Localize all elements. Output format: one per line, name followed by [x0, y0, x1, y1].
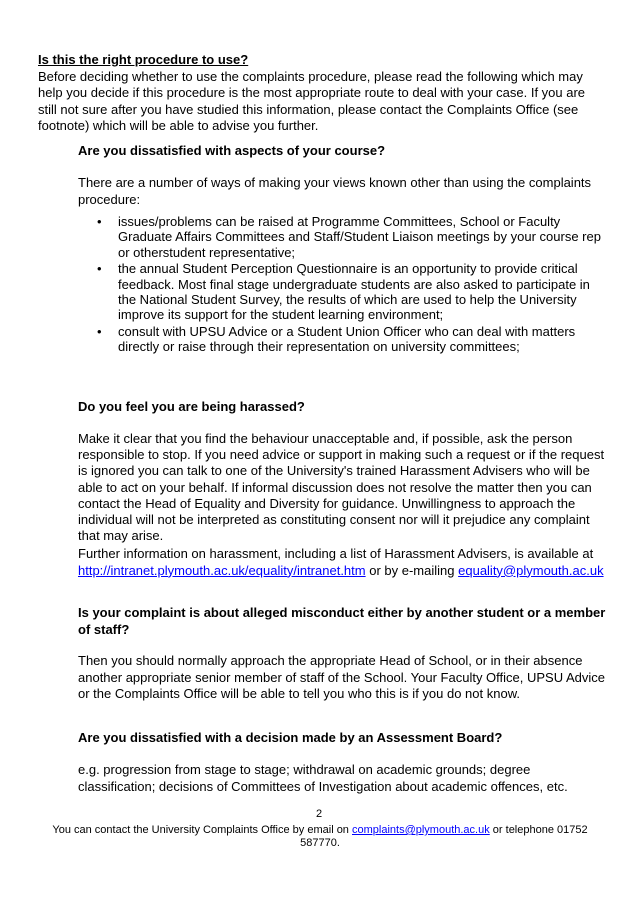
- bullet-icon: •: [97, 214, 102, 229]
- bullet-text: issues/problems can be raised at Programme Committees, School or Faculty Graduate Affairs Committees and Staff/Student Liaison meetings by your course rep or otherstudent representative;: [118, 214, 601, 260]
- harassed-further: [78, 546, 608, 579]
- footer-text-before: You can contact the University Complaints Office by email on: [52, 824, 349, 836]
- bullet-text: the annual Student Perception Questionnaire is an opportunity to provide critical feedback. Most final stage undergraduate students are also asked to participate in the National Student Survey, the results of which are used to help the University improve its support for the student learning environment;: [118, 261, 590, 323]
- intranet-link[interactable]: http://intranet.plymouth.ac.uk/equality/intranet.htm: [78, 562, 366, 578]
- bullet-icon: •: [97, 323, 102, 339]
- harassed-heading: Do you feel you are being harassed?: [78, 399, 305, 414]
- list-item: [97, 214, 608, 260]
- footer-text-after: or telephone 01752 587770.: [300, 824, 588, 849]
- assessment-heading: Are you dissatisfied with a decision made by an Assessment Board?: [78, 730, 503, 745]
- page-number: 2: [315, 808, 323, 820]
- intro-text: Before deciding whether to use the complaints procedure, please read the following which may help you decide if this procedure is the most appropriate route to deal with your case. If you are still not sure after you have studied this information, please contact the Complaints Office (see footnote) which will be able to advise you further.: [38, 68, 586, 134]
- course-text: There are a number of ways of making your views known other than using the complaints procedure:: [78, 175, 592, 207]
- mid-text: or by e-mailing: [369, 562, 455, 578]
- bullet-icon: •: [97, 261, 102, 277]
- misconduct-text: Then you should normally approach the appropriate Head of School, or in their absence another appropriate senior member of staff of the School. Your Faculty Office, UPSU Advice or the Complaints Office will be able to tell you who this is if you do not know.: [78, 653, 606, 702]
- assessment-text: e.g. progression from stage to stage; withdrawal on academic grounds; degree classification; decisions of Committees of Investigation about academic offences, etc.: [78, 762, 568, 794]
- course-bullet-list: [97, 214, 608, 356]
- complaints-email-link[interactable]: complaints@plymouth.ac.uk: [352, 824, 490, 836]
- harassed-text: Make it clear that you find the behaviour unacceptable and, if possible, ask the person responsible to stop. If you need advice or support in making such a request or if the request is ignored you can talk to one of the University's trained Harassment Advisers who will be able to act on your behalf. If informal discussion does not resolve the matter then you can contact the Head of Equality and Diversity for guidance. Unwillingness to approach the individual will not be interpreted as constituting consent nor will it prejudice any complaint that may arise.: [78, 431, 605, 544]
- list-item: [97, 323, 608, 355]
- footer: [40, 824, 600, 850]
- bullet-text: consult with UPSU Advice or a Student Union Officer who can deal with matters directly or raise through their representation on university committees;: [118, 323, 576, 355]
- misconduct-heading: Is your complaint is about alleged misconduct either by another student or a member of staff?: [78, 605, 606, 637]
- intro-heading: Is this the right procedure to use?: [38, 52, 249, 67]
- intro-section: [38, 52, 604, 135]
- further-text: Further information on harassment, including a list of Harassment Advisers, is available at: [78, 546, 594, 561]
- course-section: [78, 143, 608, 160]
- equality-email-link[interactable]: equality@plymouth.ac.uk: [458, 562, 604, 578]
- course-heading: Are you dissatisfied with aspects of your course?: [78, 143, 386, 158]
- list-item: [97, 261, 608, 323]
